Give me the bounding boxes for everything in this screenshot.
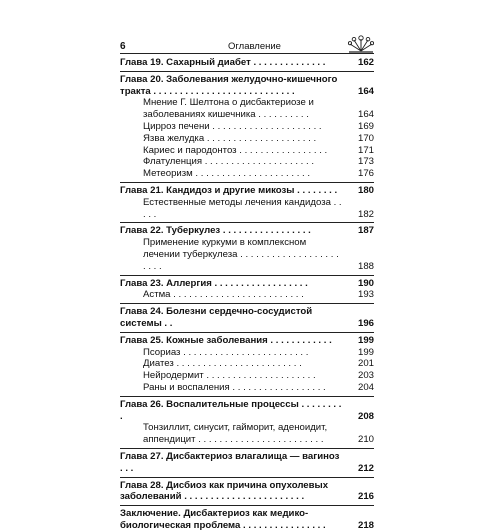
- toc-subentry[interactable]: Язва желудка . . . . . . . . . . . . . . . . . . . . . 170: [143, 132, 374, 144]
- separator: [120, 71, 374, 72]
- toc-subentry[interactable]: Применение куркуми в комплексном лечении туберкулеза . . . . . . . . . . . . . . . . . . . . . . . 188: [143, 237, 374, 272]
- table-of-contents: [120, 57, 374, 532]
- separator: [120, 396, 374, 397]
- toc-subentry[interactable]: Флатуленция . . . . . . . . . . . . . . . . . . . . . 173: [143, 156, 374, 168]
- toc-subentry[interactable]: Раны и воспаления . . . . . . . . . . . . . . . . . . 204: [143, 381, 374, 393]
- toc-subentry[interactable]: Естественные методы лечения кандидоза . . . . . 182: [143, 196, 374, 220]
- toc-chapter-22[interactable]: Глава 22. Туберкулез . . . . . . . . . . . . . . . . . 187: [120, 225, 374, 237]
- toc-chapter-26[interactable]: Глава 26. Воспалительные процессы . . . . . . . . . 208: [120, 398, 374, 422]
- toc-chapter-25[interactable]: Глава 25. Кожные заболевания . . . . . . . . . . . . 199: [120, 334, 374, 346]
- separator: [120, 332, 374, 333]
- toc-subentry[interactable]: Метеоризм . . . . . . . . . . . . . . . . . . . . . . 176: [143, 168, 374, 180]
- separator: [120, 222, 374, 223]
- separator: [120, 303, 374, 304]
- separator: [120, 448, 374, 449]
- toc-chapter-20[interactable]: Глава 20. Заболевания желудочно-кишечного тракта . . . . . . . . . . . . . . . . . . . . . . . . . . . 164: [120, 73, 374, 97]
- toc-chapter-19[interactable]: Глава 19. Сахарный диабет . . . . . . . . . . . . . . 162: [120, 57, 374, 68]
- toc-chapter-23[interactable]: Глава 23. Аллергия . . . . . . . . . . . . . . . . . . 190: [120, 277, 374, 289]
- separator: [120, 275, 374, 276]
- separator: [120, 477, 374, 478]
- separator: [120, 182, 374, 183]
- running-title: Оглавление: [228, 41, 281, 52]
- toc-subentry[interactable]: Нейродермит . . . . . . . . . . . . . . . . . . . . . 203: [143, 370, 374, 382]
- toc-subentry[interactable]: Псориаз . . . . . . . . . . . . . . . . . . . . . . . . 199: [143, 346, 374, 358]
- toc-subentry[interactable]: Тонзиллит, синусит, гайморит, аденоидит, аппендицит . . . . . . . . . . . . . . . . . . . . . . . . 210: [143, 422, 374, 446]
- toc-subentry[interactable]: Кариес и пародонтоз . . . . . . . . . . . . . . . . . 171: [143, 144, 374, 156]
- toc-conclusion[interactable]: Заключение. Дисбактериоз как медико-биологическая проблема . . . . . . . . . . . . . . . . 218: [120, 508, 374, 531]
- toc-subentry[interactable]: Астма . . . . . . . . . . . . . . . . . . . . . . . . . 193: [143, 289, 374, 301]
- toc-chapter-21[interactable]: Глава 21. Кандидоз и другие микозы . . . . . . . . 180: [120, 184, 374, 196]
- book-ornament-icon: [345, 33, 377, 53]
- page-number: 6: [120, 41, 126, 52]
- toc-subentry[interactable]: Диатез . . . . . . . . . . . . . . . . . . . . . . . . 201: [143, 358, 374, 370]
- separator: [120, 505, 374, 506]
- toc-subentry[interactable]: Мнение Г. Шелтона о дисбактериозе и заболеваниях кишечника . . . . . . . . . . 164: [143, 97, 374, 121]
- toc-subentry[interactable]: Цирроз печени . . . . . . . . . . . . . . . . . . . . . 169: [143, 120, 374, 132]
- toc-chapter-24[interactable]: Глава 24. Болезни сердечно-сосудистой системы . . 196: [120, 306, 374, 329]
- toc-chapter-27[interactable]: Глава 27. Дисбактериоз влагалища — вагиноз . . . 212: [120, 450, 374, 474]
- toc-chapter-28[interactable]: Глава 28. Дисбиоз как причина опухолевых заболеваний . . . . . . . . . . . . . . . . . . . . . . . 216: [120, 479, 374, 503]
- header-rule: [120, 53, 374, 54]
